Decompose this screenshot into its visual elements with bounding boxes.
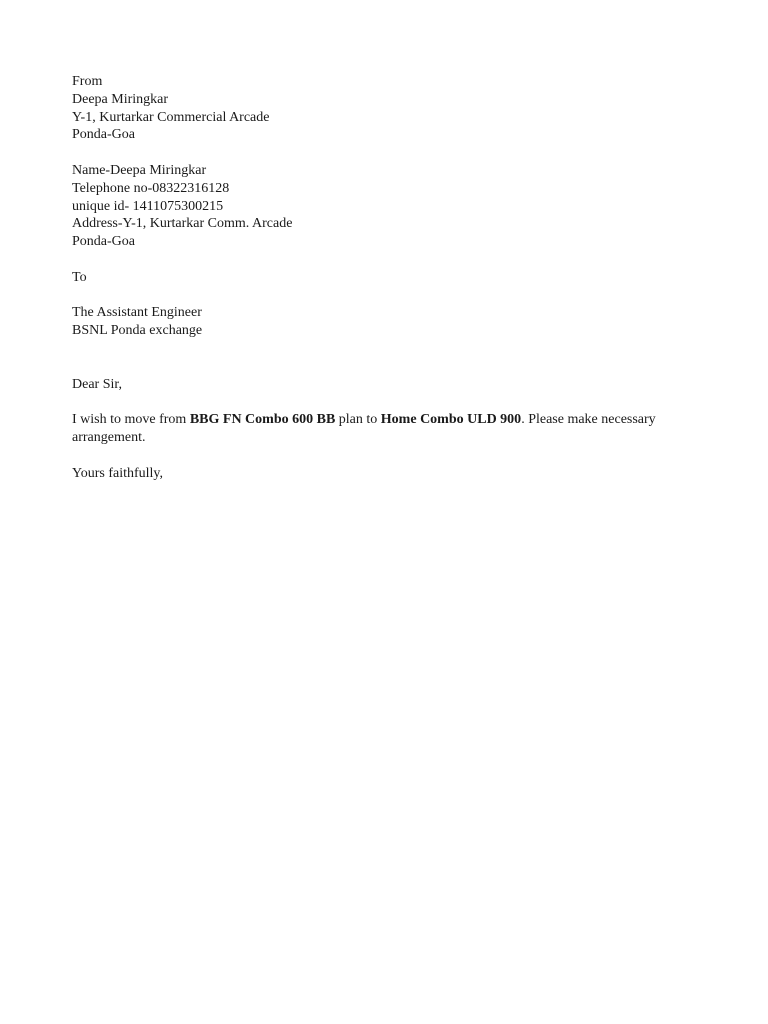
salutation: Dear Sir, [72,376,122,392]
closing: Yours faithfully, [72,465,164,481]
spacer [72,393,672,411]
sender-address-line1: Y-1, Kurtarkar Commercial Arcade [72,109,270,125]
detail-unique-id: unique id- 1411075300215 [72,198,224,214]
detail-telephone: Telephone no-08322316128 [72,180,230,196]
letter-content [72,73,672,482]
body-paragraph [72,411,672,447]
detail-city: Ponda-Goa [72,234,135,250]
detail-name: Name-Deepa Miringkar [72,162,207,178]
spacer [72,144,672,162]
spacer [72,251,672,269]
spacer [72,287,672,305]
recipient-title: The Assistant Engineer [72,305,202,321]
spacer [72,447,672,465]
detail-address: Address-Y-1, Kurtarkar Comm. Arcade [72,216,293,232]
body-text-part2: plan to [335,412,381,428]
from-label: From [72,74,103,89]
sender-address-line2: Ponda-Goa [72,127,135,143]
plan-from: BBG FN Combo 600 BB [189,412,336,428]
spacer [72,340,672,376]
recipient-office: BSNL Ponda exchange [72,323,203,339]
sender-name: Deepa Miringkar [72,91,169,107]
plan-to: Home Combo ULD 900 [380,412,522,428]
to-label: To [72,269,87,285]
body-text-part3: . Please make necessary arrangement. [72,412,656,445]
body-text-part1: I wish to move from [72,412,190,428]
